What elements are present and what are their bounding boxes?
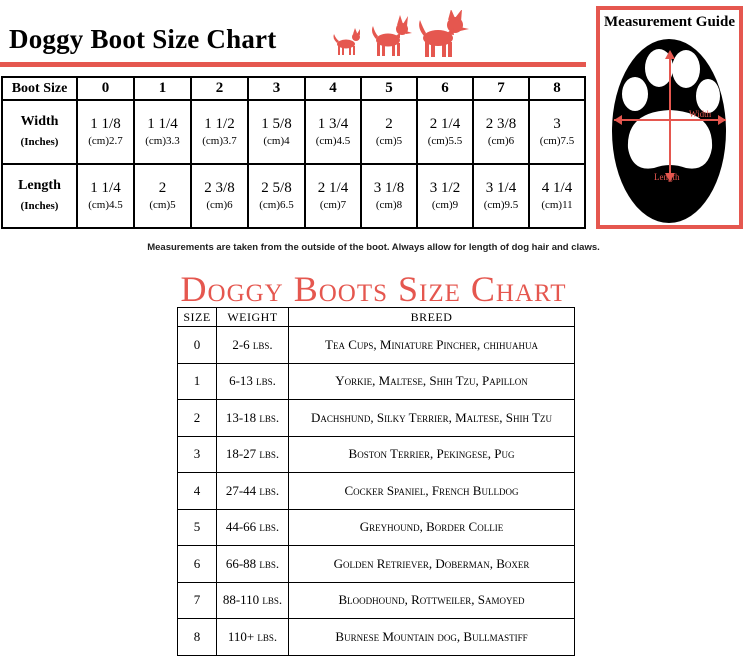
inch-value: 3 1/4 bbox=[485, 179, 517, 196]
breed-cell: Tea Cups, Miniature Pincher, chihuahua bbox=[289, 327, 575, 364]
size-cell: 6 bbox=[178, 546, 217, 583]
weight-range: 2-6 bbox=[232, 336, 250, 352]
length-cell bbox=[134, 164, 191, 228]
length-cell bbox=[191, 164, 248, 228]
cm-value: (cm)3.7 bbox=[202, 134, 237, 147]
weight-cell bbox=[217, 619, 289, 656]
weight-unit: lbs. bbox=[259, 482, 280, 498]
cm-value: (cm)5 bbox=[375, 134, 403, 147]
cm-value: (cm)5 bbox=[149, 198, 176, 211]
inch-value: 4 1/4 bbox=[541, 179, 573, 196]
inch-value: 1 5/8 bbox=[261, 115, 292, 132]
cm-value: (cm)6.5 bbox=[259, 198, 294, 211]
weight-unit: lbs. bbox=[259, 555, 280, 571]
width-cell bbox=[305, 100, 361, 164]
weight-cell bbox=[217, 473, 289, 510]
size-cell: 8 bbox=[178, 619, 217, 656]
size-header: 1 bbox=[134, 77, 191, 100]
measurement-guide bbox=[596, 6, 743, 229]
width-guide-label: Width bbox=[689, 109, 712, 119]
size-cell: 0 bbox=[178, 327, 217, 364]
boot-size-table bbox=[1, 76, 586, 229]
length-row bbox=[2, 164, 585, 228]
inch-value: 2 1/4 bbox=[429, 115, 461, 132]
weight-cell bbox=[217, 327, 289, 364]
large-dog-icon bbox=[419, 10, 469, 57]
size-header: 8 bbox=[529, 77, 585, 100]
weight-column-header: WEIGHT bbox=[217, 308, 289, 327]
page-title: Doggy Boot Size Chart bbox=[9, 24, 277, 54]
table-row bbox=[178, 546, 575, 583]
table-row bbox=[178, 509, 575, 546]
size-cell: 5 bbox=[178, 509, 217, 546]
weight-range: 44-66 bbox=[225, 519, 257, 535]
cm-value: (cm)4.5 bbox=[315, 134, 351, 147]
cm-value: (cm)11 bbox=[541, 198, 573, 211]
cm-value: (cm)2.7 bbox=[88, 134, 123, 147]
length-cell bbox=[473, 164, 529, 228]
weight-range: 27-44 bbox=[225, 482, 257, 498]
cm-value: (cm)8 bbox=[375, 198, 403, 211]
length-cell bbox=[305, 164, 361, 228]
cm-value: (cm)7.5 bbox=[539, 134, 575, 147]
weight-unit: lbs. bbox=[252, 336, 273, 352]
table-row bbox=[178, 619, 575, 656]
inch-value: 1 3/4 bbox=[317, 115, 349, 132]
weight-range: 66-88 bbox=[225, 555, 257, 571]
size-header: 5 bbox=[361, 77, 417, 100]
width-cell bbox=[77, 100, 134, 164]
measurement-note: Measurements are taken from the outside of the boot. Always allow for length of dog hair and claws. bbox=[147, 242, 600, 253]
length-cell bbox=[361, 164, 417, 228]
size-header: 6 bbox=[417, 77, 473, 100]
breed-cell: Burnese Mountain dog, Bullmastiff bbox=[289, 619, 575, 656]
breed-cell: Cocker Spaniel, French Bulldog bbox=[289, 473, 575, 510]
inch-value: 2 3/8 bbox=[485, 115, 517, 132]
weight-cell bbox=[217, 509, 289, 546]
breed-cell: Bloodhound, Rottweiler, Samoyed bbox=[289, 582, 575, 619]
cm-value: (cm)7 bbox=[319, 198, 347, 211]
width-label bbox=[2, 100, 77, 164]
table-row bbox=[178, 436, 575, 473]
guide-title: Measurement Guide bbox=[604, 14, 735, 30]
length-cell bbox=[248, 164, 305, 228]
width-cell bbox=[191, 100, 248, 164]
cm-value: (cm)9.5 bbox=[483, 198, 519, 211]
width-cell bbox=[473, 100, 529, 164]
size-cell: 3 bbox=[178, 436, 217, 473]
weight-cell bbox=[217, 363, 289, 400]
size-cell: 2 bbox=[178, 400, 217, 437]
cm-value: (cm)5.5 bbox=[427, 134, 463, 147]
boot-size-label: Boot Size bbox=[2, 77, 77, 100]
size-header: 0 bbox=[77, 77, 134, 100]
inch-value: 3 1/2 bbox=[429, 179, 461, 196]
table-row bbox=[178, 473, 575, 510]
inch-value: 3 bbox=[553, 115, 561, 132]
inch-value: 2 1/4 bbox=[317, 179, 349, 196]
size-cell: 4 bbox=[178, 473, 217, 510]
row-label: Length bbox=[18, 178, 61, 193]
paw-print-icon bbox=[604, 36, 735, 226]
weight-unit: lbs. bbox=[256, 373, 276, 389]
cm-value: (cm)4.5 bbox=[88, 198, 123, 211]
breed-size-table bbox=[177, 307, 575, 656]
weight-unit: lbs. bbox=[257, 628, 278, 644]
inch-value: 1 1/4 bbox=[90, 179, 121, 196]
length-cell bbox=[417, 164, 473, 228]
length-cell bbox=[77, 164, 134, 228]
width-row bbox=[2, 100, 585, 164]
size-header: 3 bbox=[248, 77, 305, 100]
breed-cell: Dachshund, Silky Terrier, Maltese, Shih Tzu bbox=[289, 400, 575, 437]
weight-range: 18-27 bbox=[225, 446, 257, 462]
weight-cell bbox=[217, 400, 289, 437]
table-row bbox=[178, 363, 575, 400]
weight-range: 13-18 bbox=[225, 409, 257, 425]
inch-value: 1 1/2 bbox=[204, 115, 235, 132]
breed-cell: Yorkie, Maltese, Shih Tzu, Papillon bbox=[289, 363, 575, 400]
inch-value: 2 3/8 bbox=[204, 179, 235, 196]
weight-range: 6-13 bbox=[229, 373, 253, 389]
size-cell: 7 bbox=[178, 582, 217, 619]
cm-value: (cm)3.3 bbox=[145, 134, 180, 147]
table-row bbox=[178, 582, 575, 619]
inch-value: 1 1/8 bbox=[90, 115, 121, 132]
length-cell bbox=[529, 164, 585, 228]
table-row bbox=[178, 327, 575, 364]
weight-cell bbox=[217, 582, 289, 619]
size-header: 4 bbox=[305, 77, 361, 100]
row-unit: (Inches) bbox=[20, 136, 59, 148]
width-cell bbox=[134, 100, 191, 164]
cm-value: (cm)6 bbox=[206, 198, 233, 211]
weight-unit: lbs. bbox=[259, 446, 280, 462]
breed-column-header: BREED bbox=[289, 308, 575, 327]
header-rule bbox=[0, 62, 586, 67]
weight-unit: lbs. bbox=[259, 519, 280, 535]
length-label bbox=[2, 164, 77, 228]
breed-cell: Greyhound, Border Collie bbox=[289, 509, 575, 546]
inch-value: 2 bbox=[385, 115, 393, 132]
inch-value: 3 1/8 bbox=[373, 179, 405, 196]
cm-value: (cm)6 bbox=[487, 134, 515, 147]
row-unit: (Inches) bbox=[20, 200, 59, 212]
weight-unit: lbs. bbox=[262, 592, 283, 608]
weight-range: 88-110 bbox=[222, 592, 260, 608]
breed-cell: Boston Terrier, Pekingese, Pug bbox=[289, 436, 575, 473]
weight-unit: lbs. bbox=[259, 409, 280, 425]
inch-value: 1 1/4 bbox=[147, 115, 178, 132]
width-cell bbox=[529, 100, 585, 164]
size-cell: 1 bbox=[178, 363, 217, 400]
small-dog-icon bbox=[333, 28, 360, 55]
dog-silhouettes bbox=[328, 10, 478, 58]
weight-range: 110+ bbox=[227, 628, 255, 644]
width-cell bbox=[361, 100, 417, 164]
length-guide-label: Length bbox=[654, 172, 680, 182]
cm-value: (cm)9 bbox=[431, 198, 459, 211]
cm-value: (cm)4 bbox=[263, 134, 290, 147]
width-cell bbox=[417, 100, 473, 164]
row-label: Width bbox=[20, 114, 59, 129]
inch-value: 2 5/8 bbox=[261, 179, 292, 196]
size-header: 2 bbox=[191, 77, 248, 100]
weight-cell bbox=[217, 546, 289, 583]
table-row bbox=[178, 400, 575, 437]
medium-dog-icon bbox=[372, 15, 412, 56]
weight-cell bbox=[217, 436, 289, 473]
breed-chart-title: Doggy Boots Size Chart bbox=[180, 269, 567, 309]
size-header: 7 bbox=[473, 77, 529, 100]
size-column-header: SIZE bbox=[178, 308, 217, 327]
width-cell bbox=[248, 100, 305, 164]
breed-header-row bbox=[178, 308, 575, 327]
inch-value: 2 bbox=[158, 179, 167, 196]
breed-cell: Golden Retriever, Doberman, Boxer bbox=[289, 546, 575, 583]
size-header-row bbox=[2, 77, 585, 100]
